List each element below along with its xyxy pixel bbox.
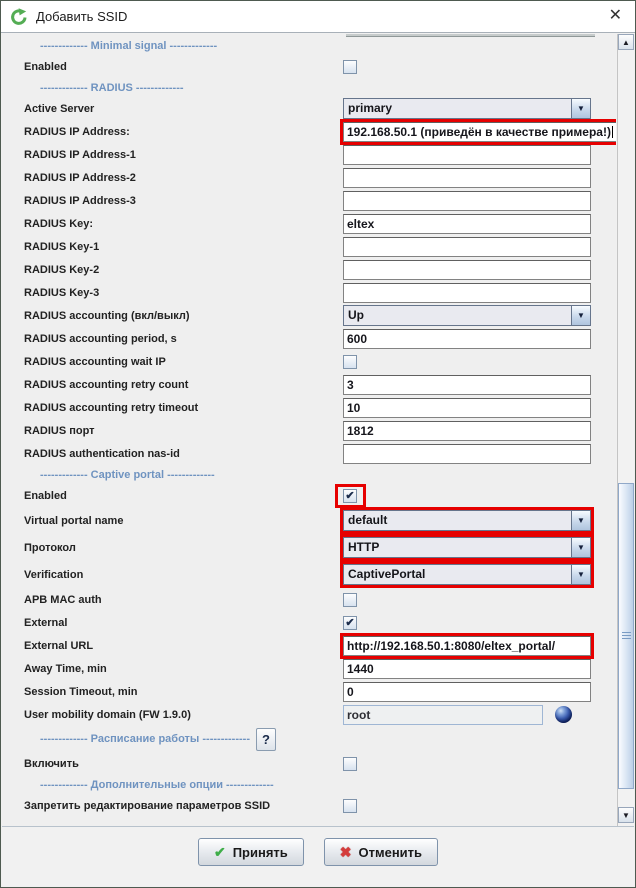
cell-radius-accounting-retry-count [343,375,591,395]
input-radius-key-2[interactable] [343,260,591,280]
cell-session-timeout [343,682,591,702]
input-radius-authentication-nas-id[interactable] [343,444,591,464]
vertical-scrollbar[interactable] [617,34,634,827]
row-radius-accounting-retry-timeout [2,396,616,419]
label-session-timeout: Session Timeout, min [24,685,138,698]
input-external-url[interactable]: http://192.168.50.1:8080/eltex_portal/ [343,636,591,656]
row-schedule-section [2,726,616,752]
cell-external [343,616,591,630]
label-radius-key: RADIUS Key: [24,217,94,230]
combo-radius-accounting[interactable] [343,305,591,326]
highlight-box-external-url [340,633,594,659]
input-radius-ip-address[interactable]: 192.168.50.1 (приведён в качестве примера!) [343,122,616,142]
input-radius-key[interactable]: eltex [343,214,591,234]
row-protocol [2,534,616,561]
label-radius-accounting-wait-ip: RADIUS accounting wait IP [24,355,166,368]
cell-radius-key-2 [343,260,591,280]
row-virtual-portal-name [2,507,616,534]
combo-value-radius-accounting: Up [348,308,364,322]
input-away-time[interactable]: 1440 [343,659,591,679]
cell-forbid-ssid-editing [343,799,591,813]
combo-value-protocol: HTTP [348,540,380,554]
input-radius-key-1[interactable] [343,237,591,257]
cell-virtual-portal-name [343,510,591,531]
checkbox-captive-portal-enabled[interactable]: ✔ [343,489,357,503]
label-captive-portal-enabled: Enabled [24,489,67,502]
label-external-url: External URL [24,639,94,652]
dialog-title: Добавить SSID [36,9,128,24]
row-radius-key-1 [2,235,616,258]
cell-radius-authentication-nas-id [343,444,591,464]
chevron-down-icon[interactable]: ▼ [571,99,590,118]
label-radius-ip-address: RADIUS IP Address: [24,125,130,138]
chevron-down-icon[interactable]: ▼ [571,538,590,557]
row-schedule-enable [2,752,616,775]
label-apb-mac-auth: APB MAC auth [24,593,102,606]
cell-verification [343,564,591,585]
label-away-time: Away Time, min [24,662,107,675]
combo-value-verification: CaptivePortal [348,567,426,581]
input-radius-key-3[interactable] [343,283,591,303]
cell-radius-key-1 [343,237,591,257]
row-radius-ip-address-1 [2,143,616,166]
button-bar [2,826,634,886]
section-header-schedule-section: ------------- Расписание работы ------------- [40,733,250,745]
checkbox-forbid-ssid-editing[interactable] [343,799,357,813]
input-radius-accounting-retry-timeout[interactable]: 10 [343,398,591,418]
combo-virtual-portal-name[interactable] [343,510,591,531]
label-external: External [24,616,68,629]
cell-active-server [343,98,591,119]
input-radius-accounting-retry-count[interactable]: 3 [343,375,591,395]
cell-user-mobility-domain [343,705,591,725]
form-scroll-area [2,34,616,826]
cell-radius-port [343,421,591,441]
label-schedule-enable: Включить [24,757,79,770]
input-radius-accounting-period[interactable]: 600 [343,329,591,349]
cell-external-url [343,636,591,656]
section-header-captive-portal-section: ------------- Captive portal ------------- [40,468,215,481]
row-captive-portal-section [2,465,616,484]
accept-button-label: Принять [232,844,288,860]
row-apb-mac-auth [2,588,616,611]
title-bar [1,1,635,33]
scroll-up-icon[interactable]: ▲ [618,34,634,50]
label-active-server: Active Server [24,102,95,115]
combo-active-server[interactable] [343,98,591,119]
row-user-mobility-domain [2,703,616,726]
row-active-server [2,97,616,120]
scrollbar-thumb[interactable] [618,483,634,789]
cell-radius-ip-address-1 [343,145,591,165]
section-header-radius-section: ------------- RADIUS ------------- [40,81,184,94]
label-user-mobility-domain: User mobility domain (FW 1.9.0) [24,708,191,721]
row-radius-key-3 [2,281,616,304]
cell-apb-mac-auth [343,593,591,607]
form-rows [2,36,616,817]
label-forbid-ssid-editing: Запретить редактирование параметров SSID [24,799,271,812]
combo-protocol[interactable] [343,537,591,558]
input-radius-ip-address-3[interactable] [343,191,591,211]
label-radius-ip-address-3: RADIUS IP Address-3 [24,194,136,207]
globe-icon[interactable] [555,706,572,723]
label-virtual-portal-name: Virtual portal name [24,514,124,527]
checkbox-external[interactable]: ✔ [343,616,357,630]
row-away-time [2,657,616,680]
highlight-box-captive-portal-enabled [335,484,366,508]
row-radius-section [2,78,616,97]
chevron-down-icon[interactable]: ▼ [571,511,590,530]
input-radius-ip-address-1[interactable] [343,145,591,165]
label-radius-key-3: RADIUS Key-3 [24,286,100,299]
combo-value-virtual-portal-name: default [348,513,388,527]
accept-button[interactable] [198,838,304,866]
row-radius-port [2,419,616,442]
accept-check-icon: ✔ [213,843,226,860]
row-minimal-signal-section [2,36,616,55]
cell-protocol [343,537,591,558]
cell-radius-ip-address-3 [343,191,591,211]
row-captive-portal-enabled [2,484,616,507]
row-external-url [2,634,616,657]
scroll-down-icon[interactable]: ▼ [618,807,634,823]
cell-radius-accounting-retry-timeout [343,398,591,418]
label-radius-ip-address-1: RADIUS IP Address-1 [24,148,136,161]
cell-radius-accounting-wait-ip [343,355,591,369]
highlight-box-virtual-portal-name [340,507,594,534]
cell-schedule-enable [343,757,591,771]
cell-minimal-signal-enabled [343,60,591,74]
cell-radius-key [343,214,591,234]
highlight-box-radius-ip-address [340,119,616,145]
row-radius-authentication-nas-id [2,442,616,465]
label-radius-key-1: RADIUS Key-1 [24,240,100,253]
row-radius-accounting-period [2,327,616,350]
row-additional-options-section [2,775,616,794]
input-session-timeout[interactable]: 0 [343,682,591,702]
label-minimal-signal-enabled: Enabled [24,60,67,73]
checkbox-radius-accounting-wait-ip[interactable] [343,355,357,369]
row-verification [2,561,616,588]
row-radius-key [2,212,616,235]
row-radius-ip-address-3 [2,189,616,212]
chevron-down-icon[interactable]: ▼ [571,565,590,584]
label-radius-port: RADIUS порт [24,424,95,437]
row-radius-ip-address [2,120,616,143]
cell-radius-accounting-period [343,329,591,349]
cell-captive-portal-enabled [343,489,591,503]
combo-verification[interactable] [343,564,591,585]
section-header-additional-options-section: ------------- Дополнительные опции ------------- [40,778,274,791]
cancel-x-icon: ✖ [339,843,352,860]
cancel-button-label: Отменить [358,844,423,860]
close-icon[interactable]: ✕ [608,7,622,24]
label-verification: Verification [24,568,84,581]
checkbox-apb-mac-auth[interactable] [343,593,357,607]
label-radius-accounting: RADIUS accounting (вкл/выкл) [24,309,190,322]
scrollbar-track[interactable] [618,51,634,806]
scrollbar-grip [622,632,631,640]
input-radius-ip-address-2[interactable] [343,168,591,188]
label-radius-accounting-period: RADIUS accounting period, s [24,332,177,345]
row-minimal-signal-enabled [2,55,616,78]
label-radius-ip-address-2: RADIUS IP Address-2 [24,171,136,184]
cell-away-time [343,659,591,679]
checkbox-minimal-signal-enabled[interactable] [343,60,357,74]
label-radius-accounting-retry-timeout: RADIUS accounting retry timeout [24,401,199,414]
checkbox-schedule-enable[interactable] [343,757,357,771]
cell-radius-ip-address [343,122,611,142]
schedule-help-button[interactable]: ? [256,728,276,751]
highlight-box-verification [340,561,594,588]
row-radius-accounting-wait-ip [2,350,616,373]
text-caret [612,126,613,138]
row-external [2,611,616,634]
row-radius-ip-address-2 [2,166,616,189]
highlight-box-protocol [340,534,594,561]
chevron-down-icon[interactable]: ▼ [571,306,590,325]
row-radius-accounting [2,304,616,327]
cell-radius-ip-address-2 [343,168,591,188]
label-radius-accounting-retry-count: RADIUS accounting retry count [24,378,189,391]
label-protocol: Протокол [24,541,76,554]
combo-value-active-server: primary [348,101,393,115]
section-header-minimal-signal-section: ------------- Minimal signal ------------- [40,39,218,52]
input-radius-port[interactable]: 1812 [343,421,591,441]
label-radius-key-2: RADIUS Key-2 [24,263,100,276]
label-radius-authentication-nas-id: RADIUS authentication nas-id [24,447,180,460]
cell-radius-accounting [343,305,591,326]
app-icon [10,8,28,26]
row-session-timeout [2,680,616,703]
row-forbid-ssid-editing [2,794,616,817]
row-radius-accounting-retry-count [2,373,616,396]
row-radius-key-2 [2,258,616,281]
cancel-button[interactable] [324,838,438,866]
cell-radius-key-3 [343,283,591,303]
input-user-mobility-domain[interactable]: root [343,705,543,725]
